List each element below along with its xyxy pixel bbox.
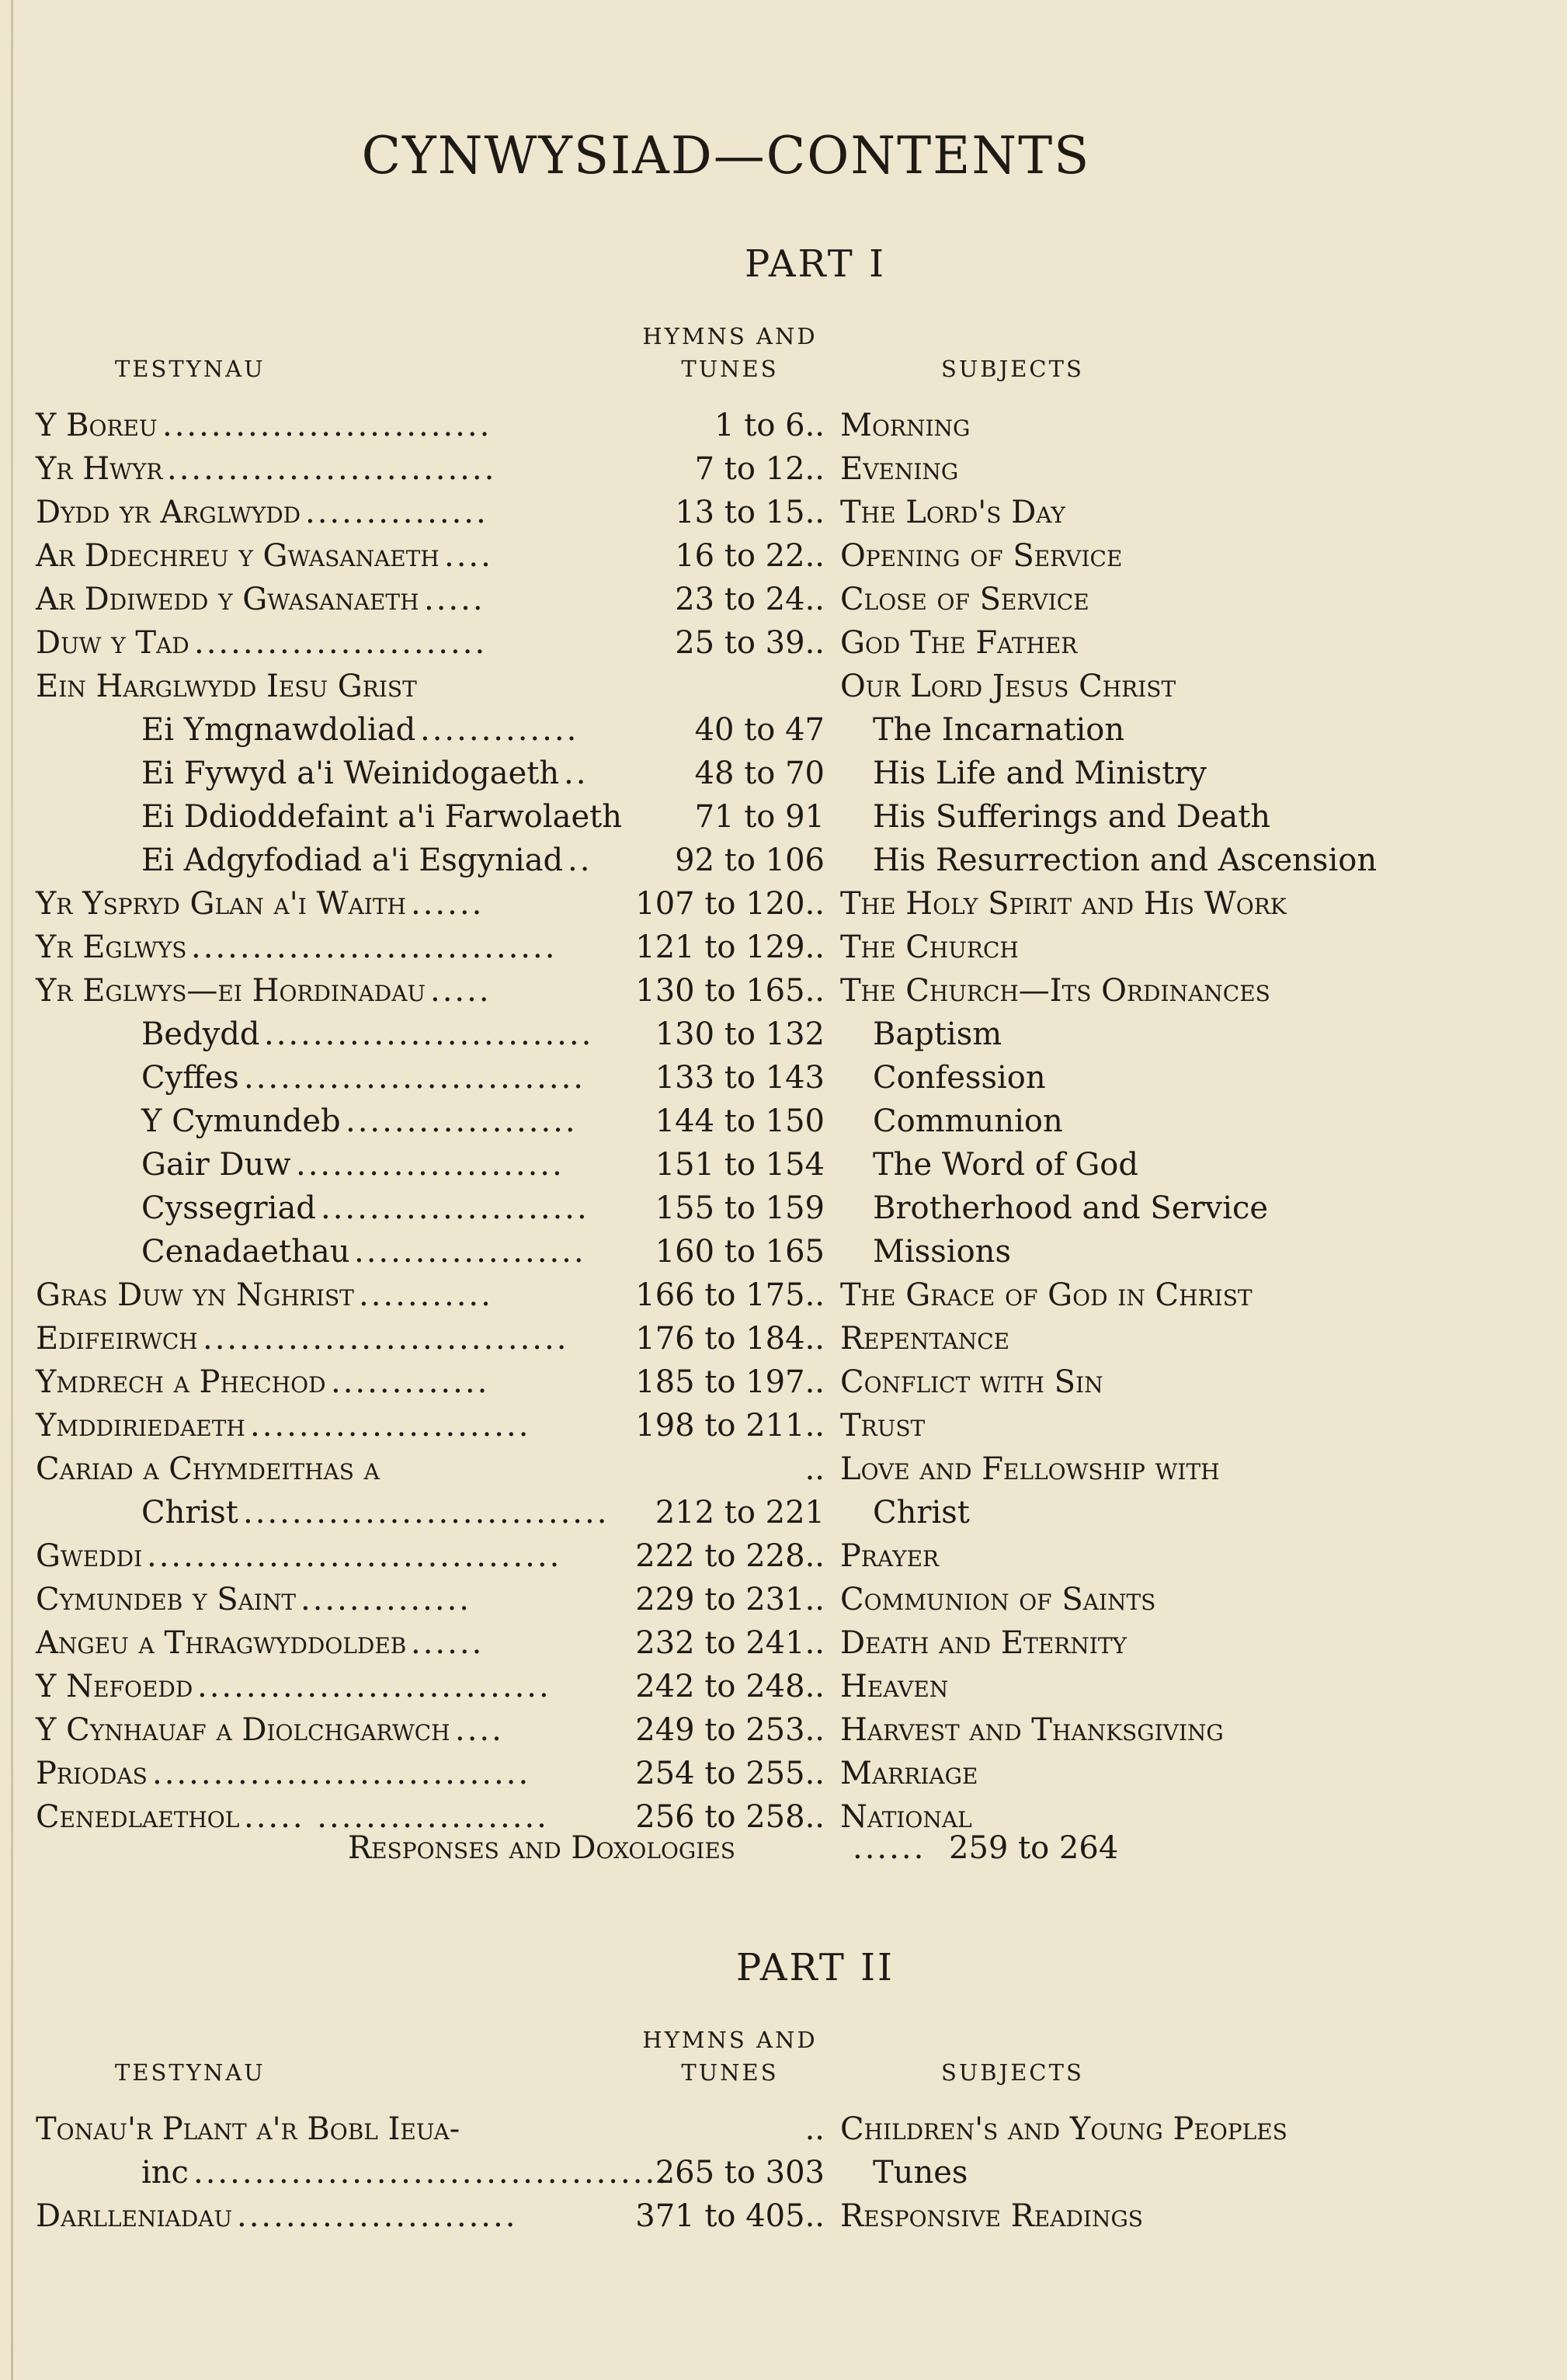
welsh-subject: Tonau'r Plant a'r Bobl Ieua-: [36, 2111, 460, 2147]
toc-row: [0, 1665, 1567, 1708]
toc-row: [0, 926, 1567, 969]
dot-leader: ..... ...................: [244, 1799, 549, 1835]
hymn-range: 133 to 143: [655, 1060, 825, 1096]
welsh-subject: Gweddi: [36, 1538, 143, 1574]
toc-row: [0, 1708, 1567, 1752]
dot-leader: ....: [455, 1712, 504, 1748]
welsh-subject: Ei Ymgnawdoliad: [141, 712, 416, 748]
welsh-subject: Y Nefoedd: [36, 1669, 193, 1704]
welsh-subject: Cariad a Chymdeithas a: [36, 1451, 380, 1487]
hymn-range: 232 to 241..: [635, 1625, 825, 1661]
toc-row: [0, 665, 1567, 708]
welsh-subject: Cenedlaethol: [36, 1799, 240, 1835]
welsh-subject: Angeu a Thragwyddoldeb: [36, 1625, 407, 1661]
welsh-subject: Priodas: [36, 1756, 148, 1791]
hymn-range: 144 to 150: [655, 1103, 825, 1139]
dot-leader: ......: [411, 1625, 485, 1661]
dot-leader: .......................................: [193, 2155, 669, 2191]
english-subject: Christ: [873, 1495, 970, 1530]
welsh-subject: Gair Duw: [141, 1147, 291, 1183]
hymn-range: 107 to 120..: [635, 886, 825, 922]
dot-leader: .......................: [250, 1408, 531, 1444]
english-subject: Communion of Saints: [840, 1582, 1156, 1617]
hymn-range: 212 to 221: [655, 1495, 825, 1530]
toc-row: [0, 404, 1567, 447]
welsh-subject: Y Cymundeb: [141, 1103, 341, 1139]
toc-row: [0, 1752, 1567, 1795]
hymn-range: 1 to 6..: [714, 408, 825, 443]
dot-leader: ..............................: [191, 929, 558, 965]
welsh-subject: Ar Ddiwedd y Gwasanaeth: [36, 582, 419, 617]
dot-leader: .............................: [197, 1669, 551, 1704]
dot-leader: ...............................: [152, 1756, 531, 1791]
toc-row: [0, 491, 1567, 534]
english-subject: God The Father: [840, 625, 1078, 661]
hymn-range: 16 to 22..: [675, 538, 825, 574]
responses-range: 259 to 264: [949, 1830, 1119, 1866]
hymn-range: 166 to 175..: [635, 1277, 825, 1313]
dot-leader: ...........: [359, 1277, 493, 1313]
english-subject: The Holy Spirit and His Work: [840, 886, 1287, 922]
toc-row: [0, 969, 1567, 1013]
hymn-range: 130 to 132: [655, 1016, 825, 1052]
hymn-range: 7 to 12..: [694, 451, 825, 487]
toc-row: [0, 839, 1567, 882]
welsh-subject: inc: [141, 2155, 189, 2191]
toc-row: [0, 1578, 1567, 1621]
welsh-subject: Y Cynhauaf a Diolchgarwch: [36, 1712, 450, 1748]
english-subject: The Word of God: [873, 1147, 1138, 1183]
dot-leader: ............................: [244, 1060, 586, 1096]
dot-leader: ...........................: [162, 408, 492, 443]
hymn-range: 92 to 106: [675, 843, 825, 878]
dot-leader: ...........................: [264, 1016, 594, 1052]
toc-row: [0, 882, 1567, 926]
toc-row: [0, 1534, 1567, 1578]
part-2-heading: PART II: [735, 1946, 895, 1989]
toc-row: [0, 534, 1567, 578]
english-subject: Responsive Readings: [840, 2198, 1143, 2234]
welsh-subject: Cyssegriad: [141, 1190, 316, 1226]
dot-leader: ........................: [194, 625, 488, 661]
dot-leader: ...........................: [167, 451, 497, 487]
hymn-range: 151 to 154: [655, 1147, 825, 1183]
english-subject: National: [840, 1799, 972, 1835]
dot-leader: ...................: [346, 1103, 578, 1139]
toc-row: [0, 1143, 1567, 1187]
welsh-subject: Yr Hwyr: [36, 451, 163, 487]
dot-leader: ......: [411, 886, 485, 922]
english-subject: Close of Service: [840, 582, 1089, 617]
welsh-subject: Cenadaethau: [141, 1234, 350, 1270]
hymn-range: 121 to 129..: [635, 929, 825, 965]
hymn-range: ..: [804, 2111, 825, 2147]
hymn-range: 13 to 15..: [675, 495, 825, 530]
welsh-subject: Dydd yr Arglwydd: [36, 495, 301, 530]
toc-row: [0, 752, 1567, 795]
english-subject: Evening: [840, 451, 959, 487]
col-header-english-2: SUBJECTS: [941, 2059, 1084, 2086]
toc-row: [0, 447, 1567, 491]
english-subject: His Life and Ministry: [873, 756, 1207, 791]
dot-leader: ..............: [301, 1582, 472, 1617]
hymn-range: 371 to 405..: [635, 2198, 825, 2234]
hymn-range: 71 to 91: [694, 799, 825, 835]
dot-leader: .....: [430, 973, 492, 1009]
welsh-subject: Ymddiriedaeth: [36, 1408, 245, 1444]
dot-leader: .............: [420, 712, 579, 748]
english-subject: Conflict with Sin: [840, 1364, 1103, 1400]
col-header-welsh-2: TESTYNAU: [115, 2059, 266, 2086]
hymn-range: 198 to 211..: [635, 1408, 825, 1444]
english-subject: Confession: [873, 1060, 1046, 1096]
dot-leader: .......................: [237, 2198, 518, 2234]
toc-row: [0, 1273, 1567, 1317]
welsh-subject: Y Boreu: [36, 408, 158, 443]
dot-leader: ..................................: [147, 1538, 562, 1574]
toc-row: [0, 1013, 1567, 1056]
dot-leader: .....: [424, 582, 485, 617]
hymn-range: ..: [804, 1451, 825, 1487]
col-header-tunes-top-2: HYMNS AND: [642, 2027, 818, 2053]
hymn-range: 185 to 197..: [635, 1364, 825, 1400]
english-subject: Harvest and Thanksgiving: [840, 1712, 1224, 1748]
hymn-range: 40 to 47: [694, 712, 825, 748]
english-subject: His Sufferings and Death: [873, 799, 1271, 835]
english-subject: Brotherhood and Service: [873, 1190, 1269, 1226]
hymn-range: 155 to 159: [655, 1190, 825, 1226]
hymn-range: 242 to 248..: [635, 1669, 825, 1704]
welsh-subject: Duw y Tad: [36, 625, 189, 661]
toc-row: [0, 1621, 1567, 1665]
welsh-subject: Cymundeb y Saint: [36, 1582, 297, 1617]
english-subject: Heaven: [840, 1669, 949, 1704]
hymn-range: 222 to 228..: [635, 1538, 825, 1574]
toc-row: [0, 708, 1567, 752]
welsh-subject: Ei Ddioddefaint a'i Farwolaeth: [141, 799, 622, 835]
part-1-heading: PART I: [744, 242, 887, 286]
english-subject: Prayer: [840, 1538, 940, 1574]
welsh-subject: Cyffes: [141, 1060, 239, 1096]
dot-leader: ......................: [321, 1190, 589, 1226]
toc-row: [0, 1491, 1567, 1534]
hymn-range: 229 to 231..: [635, 1582, 825, 1617]
toc-row: [0, 2107, 1567, 2151]
english-subject: Marriage: [840, 1756, 978, 1791]
welsh-subject: Yr Eglwys: [36, 929, 187, 965]
dot-leader: ...................: [354, 1234, 586, 1270]
toc-row: [0, 621, 1567, 665]
toc-row: [0, 578, 1567, 621]
welsh-subject: Edifeirwch: [36, 1321, 198, 1357]
toc-row: [0, 1360, 1567, 1404]
dot-leader: ..: [568, 843, 592, 878]
hymn-range: 256 to 258..: [635, 1799, 825, 1835]
hymn-range: 130 to 165..: [635, 973, 825, 1009]
toc-row: [0, 2194, 1567, 2238]
english-subject: The Lord's Day: [840, 495, 1065, 530]
english-subject: Children's and Young Peoples: [840, 2111, 1287, 2147]
toc-row: [0, 1230, 1567, 1273]
welsh-subject: Ei Fywyd a'i Weinidogaeth: [141, 756, 560, 791]
col-header-english: SUBJECTS: [941, 356, 1084, 382]
english-subject: Repentance: [840, 1321, 1010, 1357]
page-title: CYNWYSIAD—CONTENTS: [361, 126, 1091, 186]
hymn-range: 23 to 24..: [675, 582, 825, 617]
english-subject: Baptism: [873, 1016, 1002, 1052]
english-subject: The Church: [840, 929, 1019, 965]
dot-leader: ..............................: [243, 1495, 610, 1530]
hymn-range: 25 to 39..: [675, 625, 825, 661]
welsh-subject: Yr Yspryd Glan a'i Waith: [36, 886, 406, 922]
english-subject: Missions: [873, 1234, 1011, 1270]
toc-row: [0, 2151, 1567, 2194]
english-subject: Trust: [840, 1408, 926, 1444]
welsh-subject: Ymdrech a Phechod: [36, 1364, 326, 1400]
toc-row: [0, 1404, 1567, 1447]
toc-row: [0, 1447, 1567, 1491]
welsh-subject: Darlleniadau: [36, 2198, 233, 2234]
col-header-tunes: TUNES: [681, 356, 779, 382]
welsh-subject: Ar Ddechreu y Gwasanaeth: [36, 538, 440, 574]
dot-leader: ...............: [305, 495, 488, 530]
english-subject: Love and Fellowship with: [840, 1451, 1220, 1487]
welsh-subject: Christ: [141, 1495, 238, 1530]
english-subject: Tunes: [873, 2155, 968, 2191]
dot-leader: .............: [331, 1364, 490, 1400]
english-subject: The Incarnation: [873, 712, 1125, 748]
welsh-subject: Bedydd: [141, 1016, 260, 1052]
hymn-range: 160 to 165: [655, 1234, 825, 1270]
hymn-range: 254 to 255..: [635, 1756, 825, 1791]
col-header-tunes-2: TUNES: [681, 2059, 779, 2086]
english-subject: His Resurrection and Ascension: [873, 843, 1378, 878]
welsh-subject: Ei Adgyfodiad a'i Esgyniad: [141, 843, 564, 878]
dot-leader: ..: [564, 756, 589, 791]
english-subject: Our Lord Jesus Christ: [840, 669, 1176, 704]
dot-leader: ....: [444, 538, 493, 574]
hymn-range: 48 to 70: [694, 756, 825, 791]
hymn-range: 176 to 184..: [635, 1321, 825, 1357]
toc-row: [0, 795, 1567, 839]
col-header-tunes-top: HYMNS AND: [642, 323, 818, 349]
welsh-subject: Ein Harglwydd Iesu Grist: [36, 669, 417, 704]
english-subject: Opening of Service: [840, 538, 1123, 574]
dot-leader: ..............................: [203, 1321, 569, 1357]
responses-label: Responses and Doxologies: [348, 1830, 735, 1866]
responses-leader: ......: [853, 1830, 926, 1866]
toc-row: [0, 1187, 1567, 1230]
welsh-subject: Gras Duw yn Nghrist: [36, 1277, 354, 1313]
hymn-range: 249 to 253..: [635, 1712, 825, 1748]
english-subject: The Church—Its Ordinances: [840, 973, 1270, 1009]
english-subject: Morning: [840, 408, 971, 443]
toc-row: [0, 1056, 1567, 1100]
english-subject: The Grace of God in Christ: [840, 1277, 1253, 1313]
dot-leader: ......................: [296, 1147, 565, 1183]
toc-row: [0, 1317, 1567, 1360]
hymn-range: 265 to 303: [655, 2155, 825, 2191]
responses-row: [0, 1826, 1567, 1870]
welsh-subject: Yr Eglwys—ei Hordinadau: [36, 973, 426, 1009]
english-subject: Communion: [873, 1103, 1063, 1139]
toc-row: [0, 1100, 1567, 1143]
col-header-welsh: TESTYNAU: [115, 356, 266, 382]
english-subject: Death and Eternity: [840, 1625, 1127, 1661]
